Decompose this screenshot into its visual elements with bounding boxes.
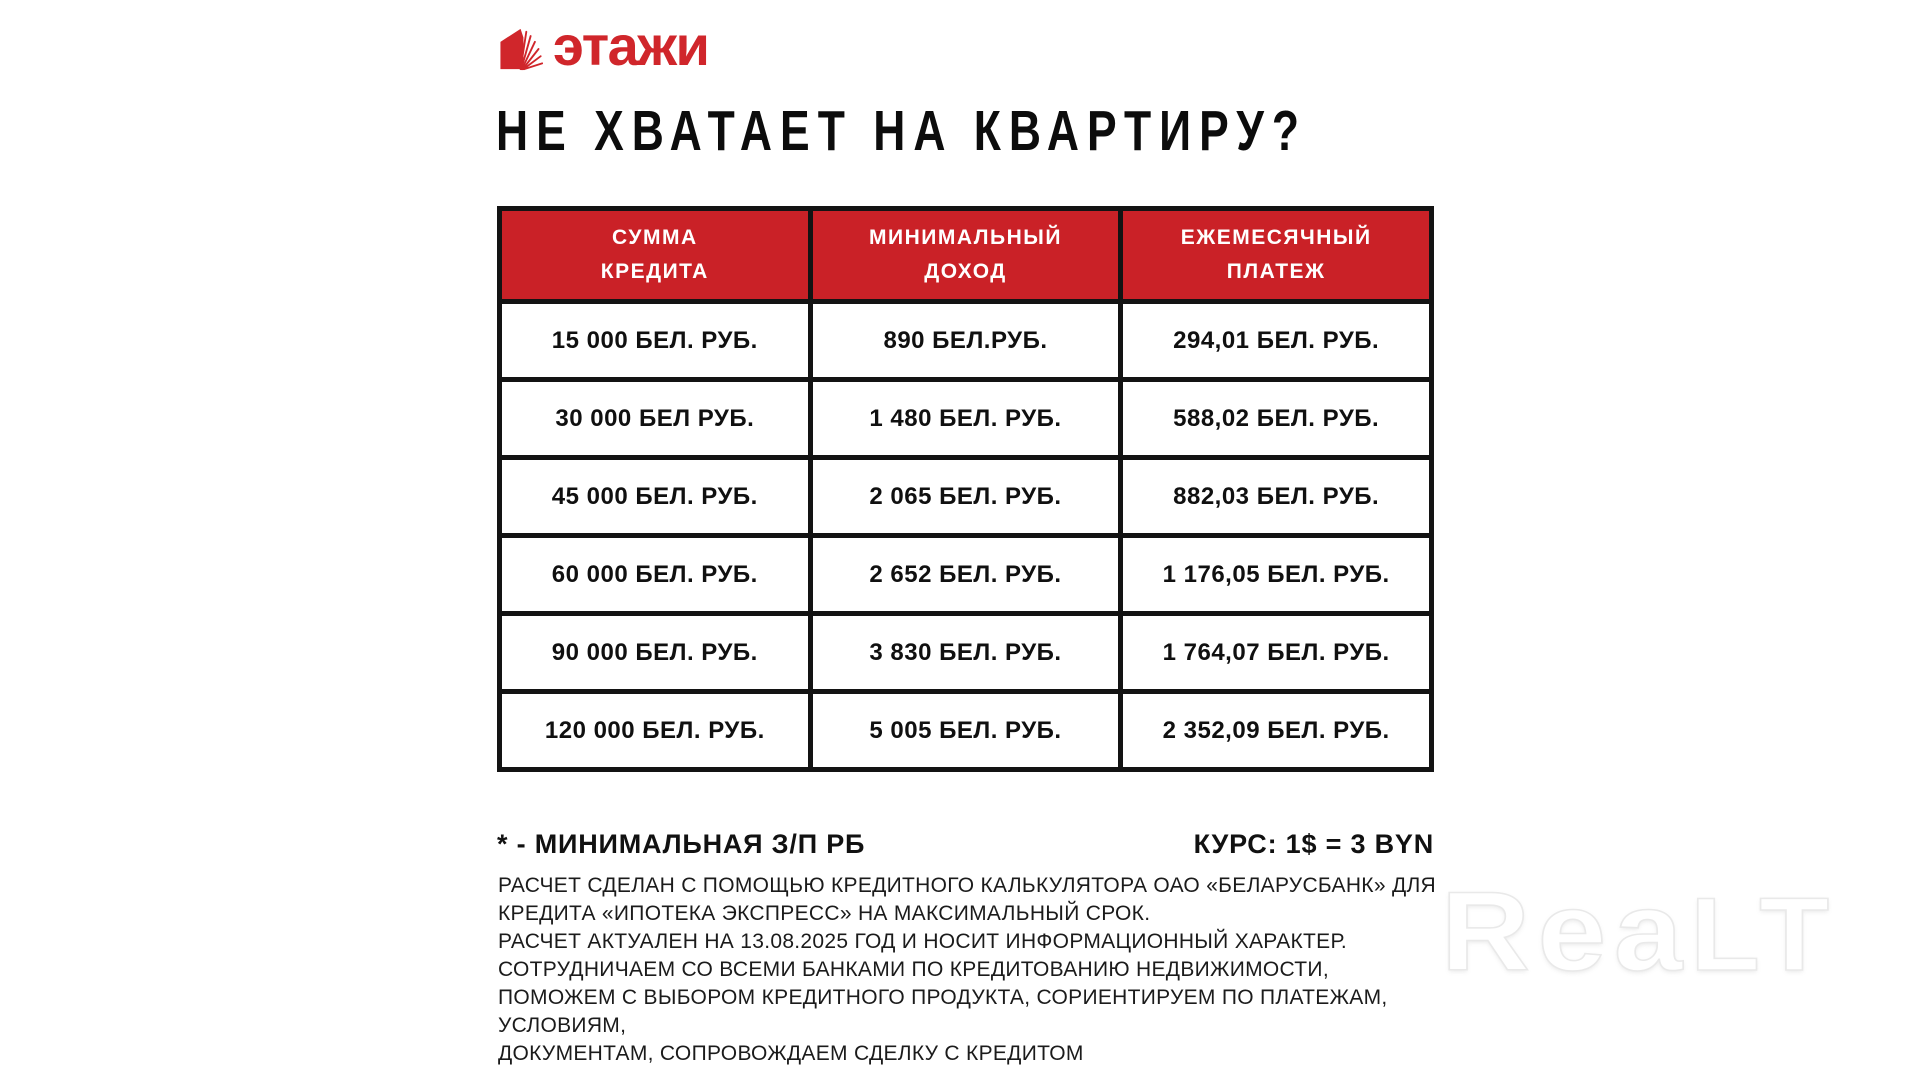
brand-logo [499,14,709,77]
column-header: МИНИМАЛЬНЫЙ ДОХОД [810,209,1121,302]
table-cell: 2 352,09 БЕЛ. РУБ. [1121,692,1432,770]
page-title: НЕ ХВАТАЕТ НА КВАРТИРУ? [496,99,1308,163]
table-cell: 1 480 БЕЛ. РУБ. [810,380,1121,458]
table-cell: 120 000 БЕЛ. РУБ. [500,692,811,770]
table-cell: 890 БЕЛ.РУБ. [810,302,1121,380]
table-cell: 1 176,05 БЕЛ. РУБ. [1121,536,1432,614]
table-cell: 15 000 БЕЛ. РУБ. [500,302,811,380]
table-cell: 2 065 БЕЛ. РУБ. [810,458,1121,536]
table-body [500,302,1432,770]
exchange-rate: КУРС: 1$ = 3 BYN [1193,829,1434,859]
table-cell: 882,03 БЕЛ. РУБ. [1121,458,1432,536]
table-header-row [500,209,1432,302]
disclaimer-line: УСЛОВИЯМ, [498,1014,627,1037]
table-cell: 3 830 БЕЛ. РУБ. [810,614,1121,692]
table-cell: 5 005 БЕЛ. РУБ. [810,692,1121,770]
realt-watermark: ReaLT [1441,869,1837,994]
table-row [500,692,1432,770]
disclaimer-line: РАСЧЕТ АКТУАЛЕН НА 13.08.2025 ГОД И НОСИТ ИНФОРМАЦИОННЫЙ ХАРАКТЕР. [498,930,1347,953]
table-cell: 294,01 БЕЛ. РУБ. [1121,302,1432,380]
etazhi-house-icon [499,25,545,73]
table-row [500,536,1432,614]
table-cell: 1 764,07 БЕЛ. РУБ. [1121,614,1432,692]
column-header: СУММА КРЕДИТА [500,209,811,302]
credit-table [497,206,1434,772]
disclaimer-line: СОТРУДНИЧАЕМ СО ВСЕМИ БАНКАМИ ПО КРЕДИТОВАНИЮ НЕДВИЖИМОСТИ, [498,958,1329,981]
table-row [500,458,1432,536]
table-cell: 588,02 БЕЛ. РУБ. [1121,380,1432,458]
footnote-row [497,829,1434,860]
credit-table-head [500,209,1432,302]
table-row [500,614,1432,692]
table-cell: 2 652 БЕЛ. РУБ. [810,536,1121,614]
column-header: ЕЖЕМЕСЯЧНЫЙ ПЛАТЕЖ [1121,209,1432,302]
table-cell: 45 000 БЕЛ. РУБ. [500,458,811,536]
table-cell: 90 000 БЕЛ. РУБ. [500,614,811,692]
disclaimer [498,872,1436,1068]
table-row [500,380,1432,458]
disclaimer-line: РАСЧЕТ СДЕЛАН С ПОМОЩЬЮ КРЕДИТНОГО КАЛЬКУЛЯТОРА ОАО «БЕЛАРУСБАНК» ДЛЯ [498,874,1437,897]
table-cell: 60 000 БЕЛ. РУБ. [500,536,811,614]
footnote-min-salary: * - МИНИМАЛЬНАЯ З/П РБ [497,829,866,859]
disclaimer-line: ДОКУМЕНТАМ, СОПРОВОЖДАЕМ СДЕЛКУ С КРЕДИТОМ [498,1042,1084,1065]
disclaimer-line: КРЕДИТА «ИПОТЕКА ЭКСПРЕСС» НА МАКСИМАЛЬНЫЙ СРОК. [498,902,1151,925]
brand-name: этажи [553,14,709,77]
disclaimer-line: ПОМОЖЕМ С ВЫБОРОМ КРЕДИТНОГО ПРОДУКТА, СОРИЕНТИРУЕМ ПО ПЛАТЕЖАМ, [498,986,1388,1009]
table-row [500,302,1432,380]
table-cell: 30 000 БЕЛ РУБ. [500,380,811,458]
